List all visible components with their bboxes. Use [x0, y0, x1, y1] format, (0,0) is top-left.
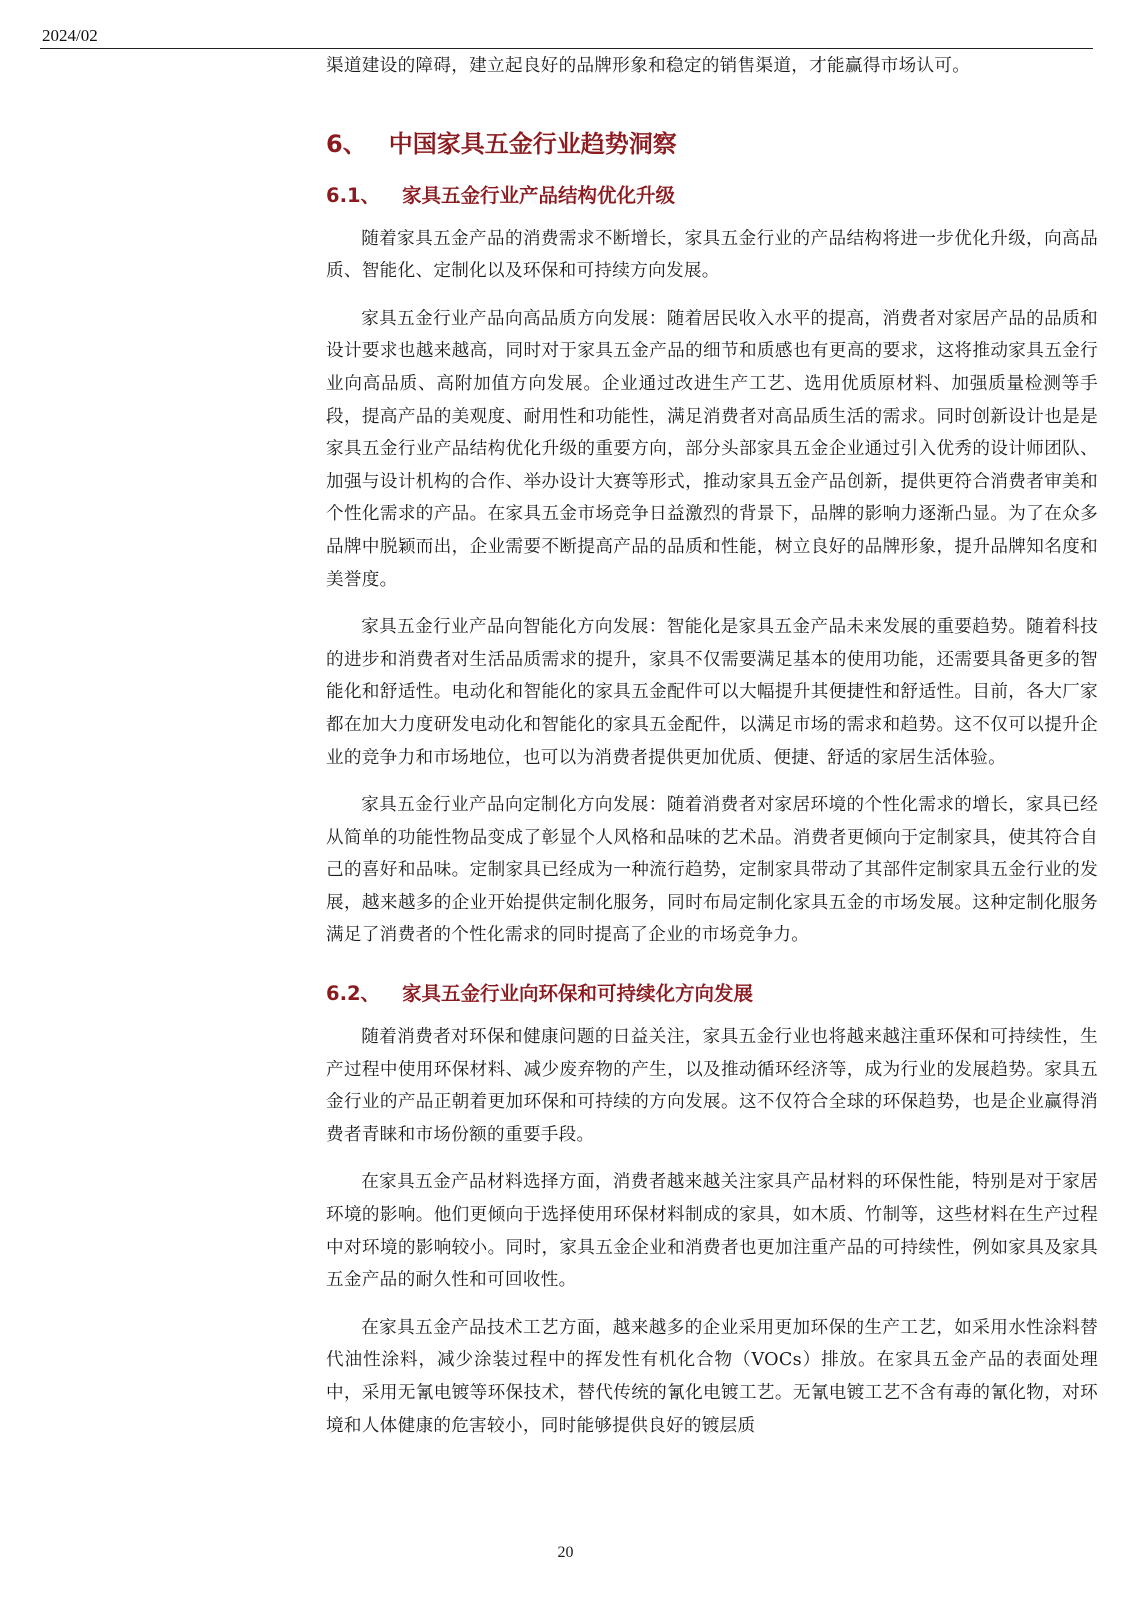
continued-paragraph: 渠道建设的障碍，建立起良好的品牌形象和稳定的销售渠道，才能赢得市场认可。 [326, 56, 971, 76]
header-divider [40, 48, 1093, 49]
section-6-1-number: 6.1、 [326, 183, 381, 207]
paragraph: 在家具五金产品材料选择方面，消费者越来越关注家具产品材料的环保性能，特别是对于家居环境的影响。他们更倾向于选择使用环保材料制成的家具，如木质、竹制等，这些材料在生产过程中对环境的影响较小。同时，家具五金企业和消费者也更加注重产品的可持续性，例如家具及家具五金产品的耐久性和可回收性。 [326, 1172, 1098, 1291]
section-6-heading [326, 127, 1098, 161]
section-6-2-title: 家具五金行业向环保和可持续化方向发展 [402, 982, 754, 1006]
paragraph: 家具五金行业产品向定制化方向发展：随着消费者对家居环境的个性化需求的增长，家具已经从简单的功能性物品变成了彰显个人风格和品味的艺术品。消费者更倾向于定制家具，使其符合自己的喜好和品味。定制家具已经成为一种流行趋势，定制家具带动了其部件定制家具五金行业的发展，越来越多的企业开始提供定制化服务，同时布局定制化家具五金的市场发展。这种定制化服务满足了消费者的个性化需求的同时提高了企业的市场竞争力。 [326, 795, 1098, 946]
page-content [326, 50, 1098, 1442]
paragraph: 家具五金行业产品向高品质方向发展：随着居民收入水平的提高，消费者对家居产品的品质和设计要求也越来越高，同时对于家具五金产品的细节和质感也有更高的要求，这将推动家具五金行业向高品质、高附加值方向发展。企业通过改进生产工艺、选用优质原材料、加强质量检测等手段，提高产品的美观度、耐用性和功能性，满足消费者对高品质生活的需求。同时创新设计也是是家具五金行业产品结构优化升级的重要方向，部分头部家具五金企业通过引入优秀的设计师团队、加强与设计机构的合作、举办设计大赛等形式，推动家具五金产品创新，提供更符合消费者审美和个性化需求的产品。在家具五金市场竞争日益激烈的背景下，品牌的影响力逐渐凸显。为了在众多品牌中脱颖而出，企业需要不断提高产品的品质和性能，树立良好的品牌形象，提升品牌知名度和美誉度。 [326, 308, 1098, 590]
section-6-2-heading [326, 979, 1098, 1009]
section-6-title: 中国家具五金行业趋势洞察 [388, 129, 677, 158]
paragraph: 家具五金行业产品向智能化方向发展：智能化是家具五金产品未来发展的重要趋势。随着科技的进步和消费者对生活品质需求的提升，家具不仅需要满足基本的使用功能，还需要具备更多的智能化和舒适性。电动化和智能化的家具五金配件可以大幅提升其便捷性和舒适性。目前，各大厂家都在加大力度研发电动化和智能化的家具五金配件，以满足市场的需求和趋势。这不仅可以提升企业的竞争力和市场地位，也可以为消费者提供更加优质、便捷、舒适的家居生活体验。 [326, 617, 1098, 768]
section-6-number: 6、 [326, 129, 367, 158]
paragraph: 在家具五金产品技术工艺方面，越来越多的企业采用更加环保的生产工艺，如采用水性涂料替代油性涂料，减少涂装过程中的挥发性有机化合物（VOCs）排放。在家具五金产品的表面处理中，采用无氰电镀等环保技术，替代传统的氰化电镀工艺。无氰电镀工艺不含有毒的氰化物，对环境和人体健康的危害较小，同时能够提供良好的镀层质 [326, 1317, 1098, 1436]
section-6-2-number: 6.2、 [326, 982, 381, 1006]
section-6-1-title: 家具五金行业产品结构优化升级 [402, 183, 676, 207]
page-number: 20 [557, 1544, 574, 1561]
paragraph: 随着消费者对环保和健康问题的日益关注，家具五金行业也将越来越注重环保和可持续性，生产过程中使用环保材料、减少废弃物的产生，以及推动循环经济等，成为行业的发展趋势。家具五金行业的产品正朝着更加环保和可持续的方向发展。这不仅符合全球的环保趋势，也是企业赢得消费者青睐和市场份额的重要手段。 [326, 1027, 1098, 1145]
section-6-1-heading [326, 181, 1098, 211]
header-date: 2024/02 [42, 26, 98, 45]
paragraph: 随着家具五金产品的消费需求不断增长，家具五金行业的产品结构将进一步优化升级，向高品质、智能化、定制化以及环保和可持续方向发展。 [326, 228, 1098, 282]
